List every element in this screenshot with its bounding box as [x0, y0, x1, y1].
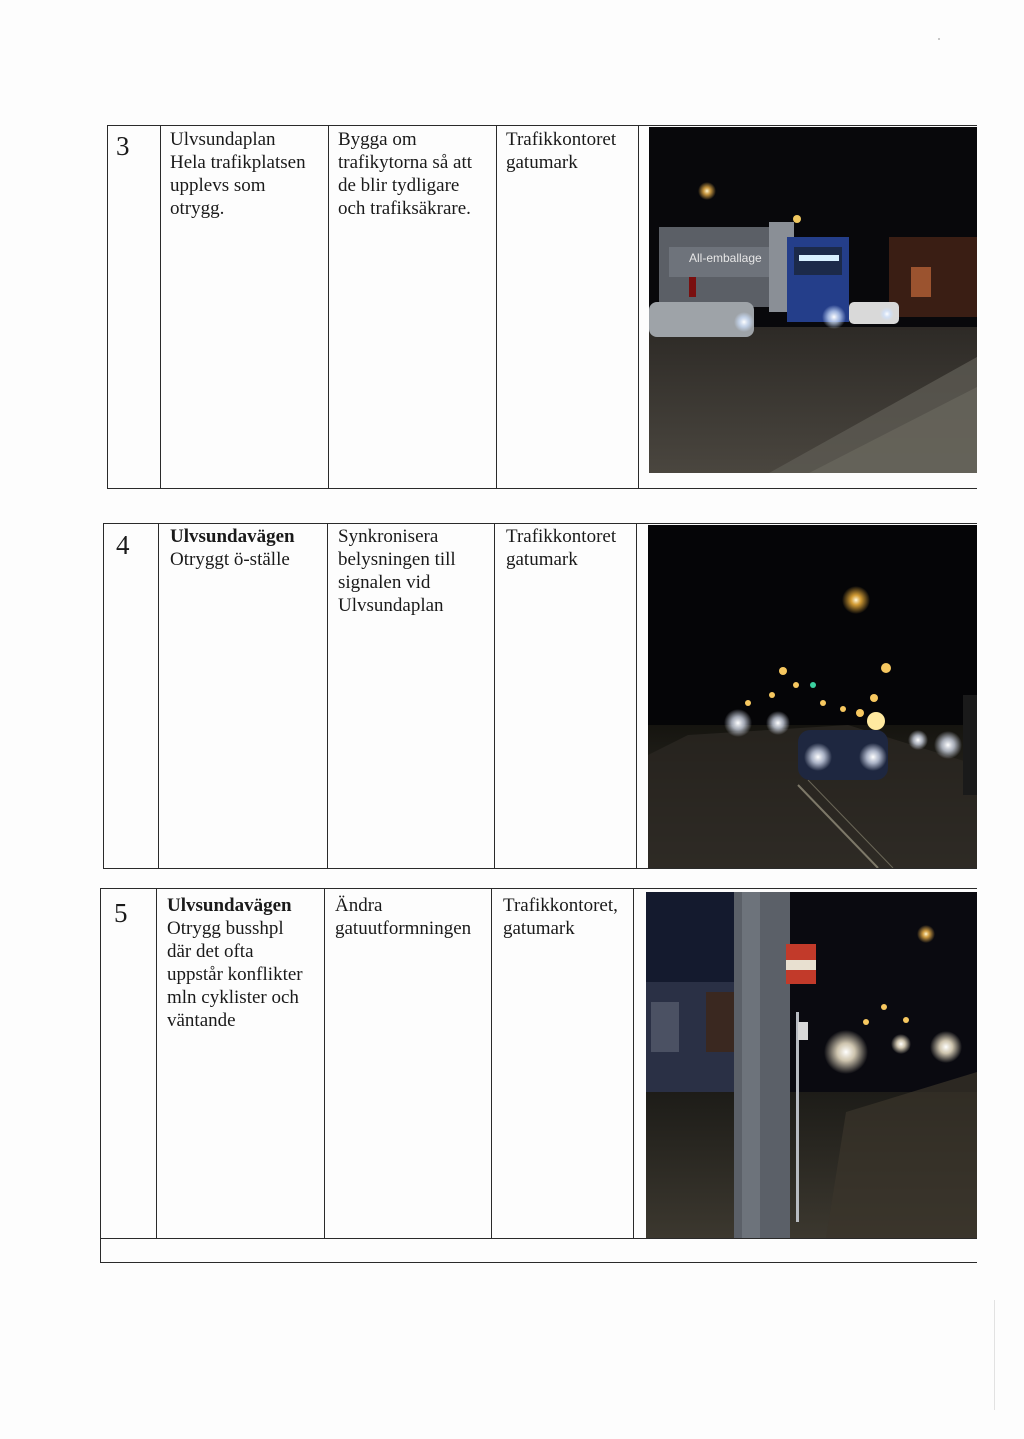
row-5-action — [335, 894, 471, 940]
row-4-responsible-line: gatumark — [506, 549, 578, 570]
row-4-left-border — [103, 523, 104, 869]
row-5-footer-border — [100, 1262, 977, 1263]
row-5-responsible-line: Trafikkontoret, — [503, 895, 618, 916]
row-3-number: 3 — [116, 131, 130, 161]
row-3-responsible-line: gatumark — [506, 152, 578, 173]
row-3-location-line: otrygg. — [170, 198, 225, 219]
row-3-divider-2 — [328, 125, 329, 489]
row-4-divider-4 — [636, 523, 637, 869]
row-3-left-border — [107, 125, 108, 489]
row-5-bottom-border — [100, 1238, 977, 1239]
scan-speck — [994, 1300, 995, 1410]
row-5-divider-1 — [156, 888, 157, 1239]
row-4-location — [170, 525, 295, 571]
row-5-divider-3 — [491, 888, 492, 1239]
row-5-responsible-line: gatumark — [503, 918, 575, 939]
row-4-divider-3 — [494, 523, 495, 869]
row-4-divider-2 — [327, 523, 328, 869]
row-3-action — [338, 128, 472, 220]
row-3-photo-night-traffic-truck — [649, 127, 977, 473]
row-3-responsible — [506, 128, 616, 174]
row-5-action-line: Ändra — [335, 895, 383, 916]
row-4-action-line: Synkronisera — [338, 526, 439, 547]
row-3-divider-4 — [638, 125, 639, 489]
row-3-top-border — [107, 125, 977, 126]
row-3-location-line: upplevs som — [170, 175, 266, 196]
row-4-action-line: Ulvsundaplan — [338, 595, 444, 616]
row-5-location-line: väntande — [167, 1010, 236, 1031]
row-5-location-line: där det ofta — [167, 941, 254, 962]
scan-speck — [938, 38, 940, 40]
row-4-location-line: Otryggt ö-ställe — [170, 549, 290, 570]
row-3-location-line: Hela trafikplatsen — [170, 152, 306, 173]
row-3-photo-sign-text: All-emballage — [689, 251, 762, 265]
row-5-location-line: uppstår konflikter — [167, 964, 303, 985]
row-4-location-heading: Ulvsundavägen — [170, 526, 295, 547]
row-4-bottom-border — [103, 868, 977, 869]
row-3-action-line: Bygga om — [338, 129, 417, 150]
row-3-location — [170, 128, 306, 220]
row-5-divider-2 — [324, 888, 325, 1239]
row-4-action — [338, 525, 456, 617]
row-3-divider-3 — [496, 125, 497, 489]
row-5-photo-bus-stop-tree-night — [646, 892, 977, 1238]
row-3-action-line: de blir tydligare — [338, 175, 460, 196]
row-5-divider-4 — [633, 888, 634, 1239]
row-5-left-border — [100, 888, 101, 1263]
row-3-responsible-line: Trafikkontoret — [506, 129, 617, 150]
row-4-top-border — [103, 523, 977, 524]
row-4-number: 4 — [116, 530, 130, 560]
row-5-location — [167, 894, 303, 1032]
row-5-location-line: mln cyklister och — [167, 987, 299, 1008]
row-5-top-border — [100, 888, 977, 889]
row-4-action-line: belysningen till — [338, 549, 456, 570]
row-3-bottom-border — [107, 488, 977, 489]
row-3-location-line: Ulvsundaplan — [170, 129, 276, 150]
row-4-action-line: signalen vid — [338, 572, 431, 593]
row-5-responsible — [503, 894, 618, 940]
row-4-responsible — [506, 525, 616, 571]
row-5-location-heading: Ulvsundavägen — [167, 895, 292, 916]
row-3-action-line: trafikytorna så att — [338, 152, 473, 173]
row-3-divider-1 — [160, 125, 161, 489]
row-4-responsible-line: Trafikkontoret — [506, 526, 617, 547]
row-3-action-line: och trafiksäkrare. — [338, 198, 471, 219]
row-4-divider-1 — [158, 523, 159, 869]
row-5-number: 5 — [114, 898, 128, 928]
row-5-action-line: gatuutformningen — [335, 918, 472, 939]
row-4-photo-night-street-headlights — [648, 525, 977, 868]
row-5-location-line: Otrygg busshpl — [167, 918, 284, 939]
